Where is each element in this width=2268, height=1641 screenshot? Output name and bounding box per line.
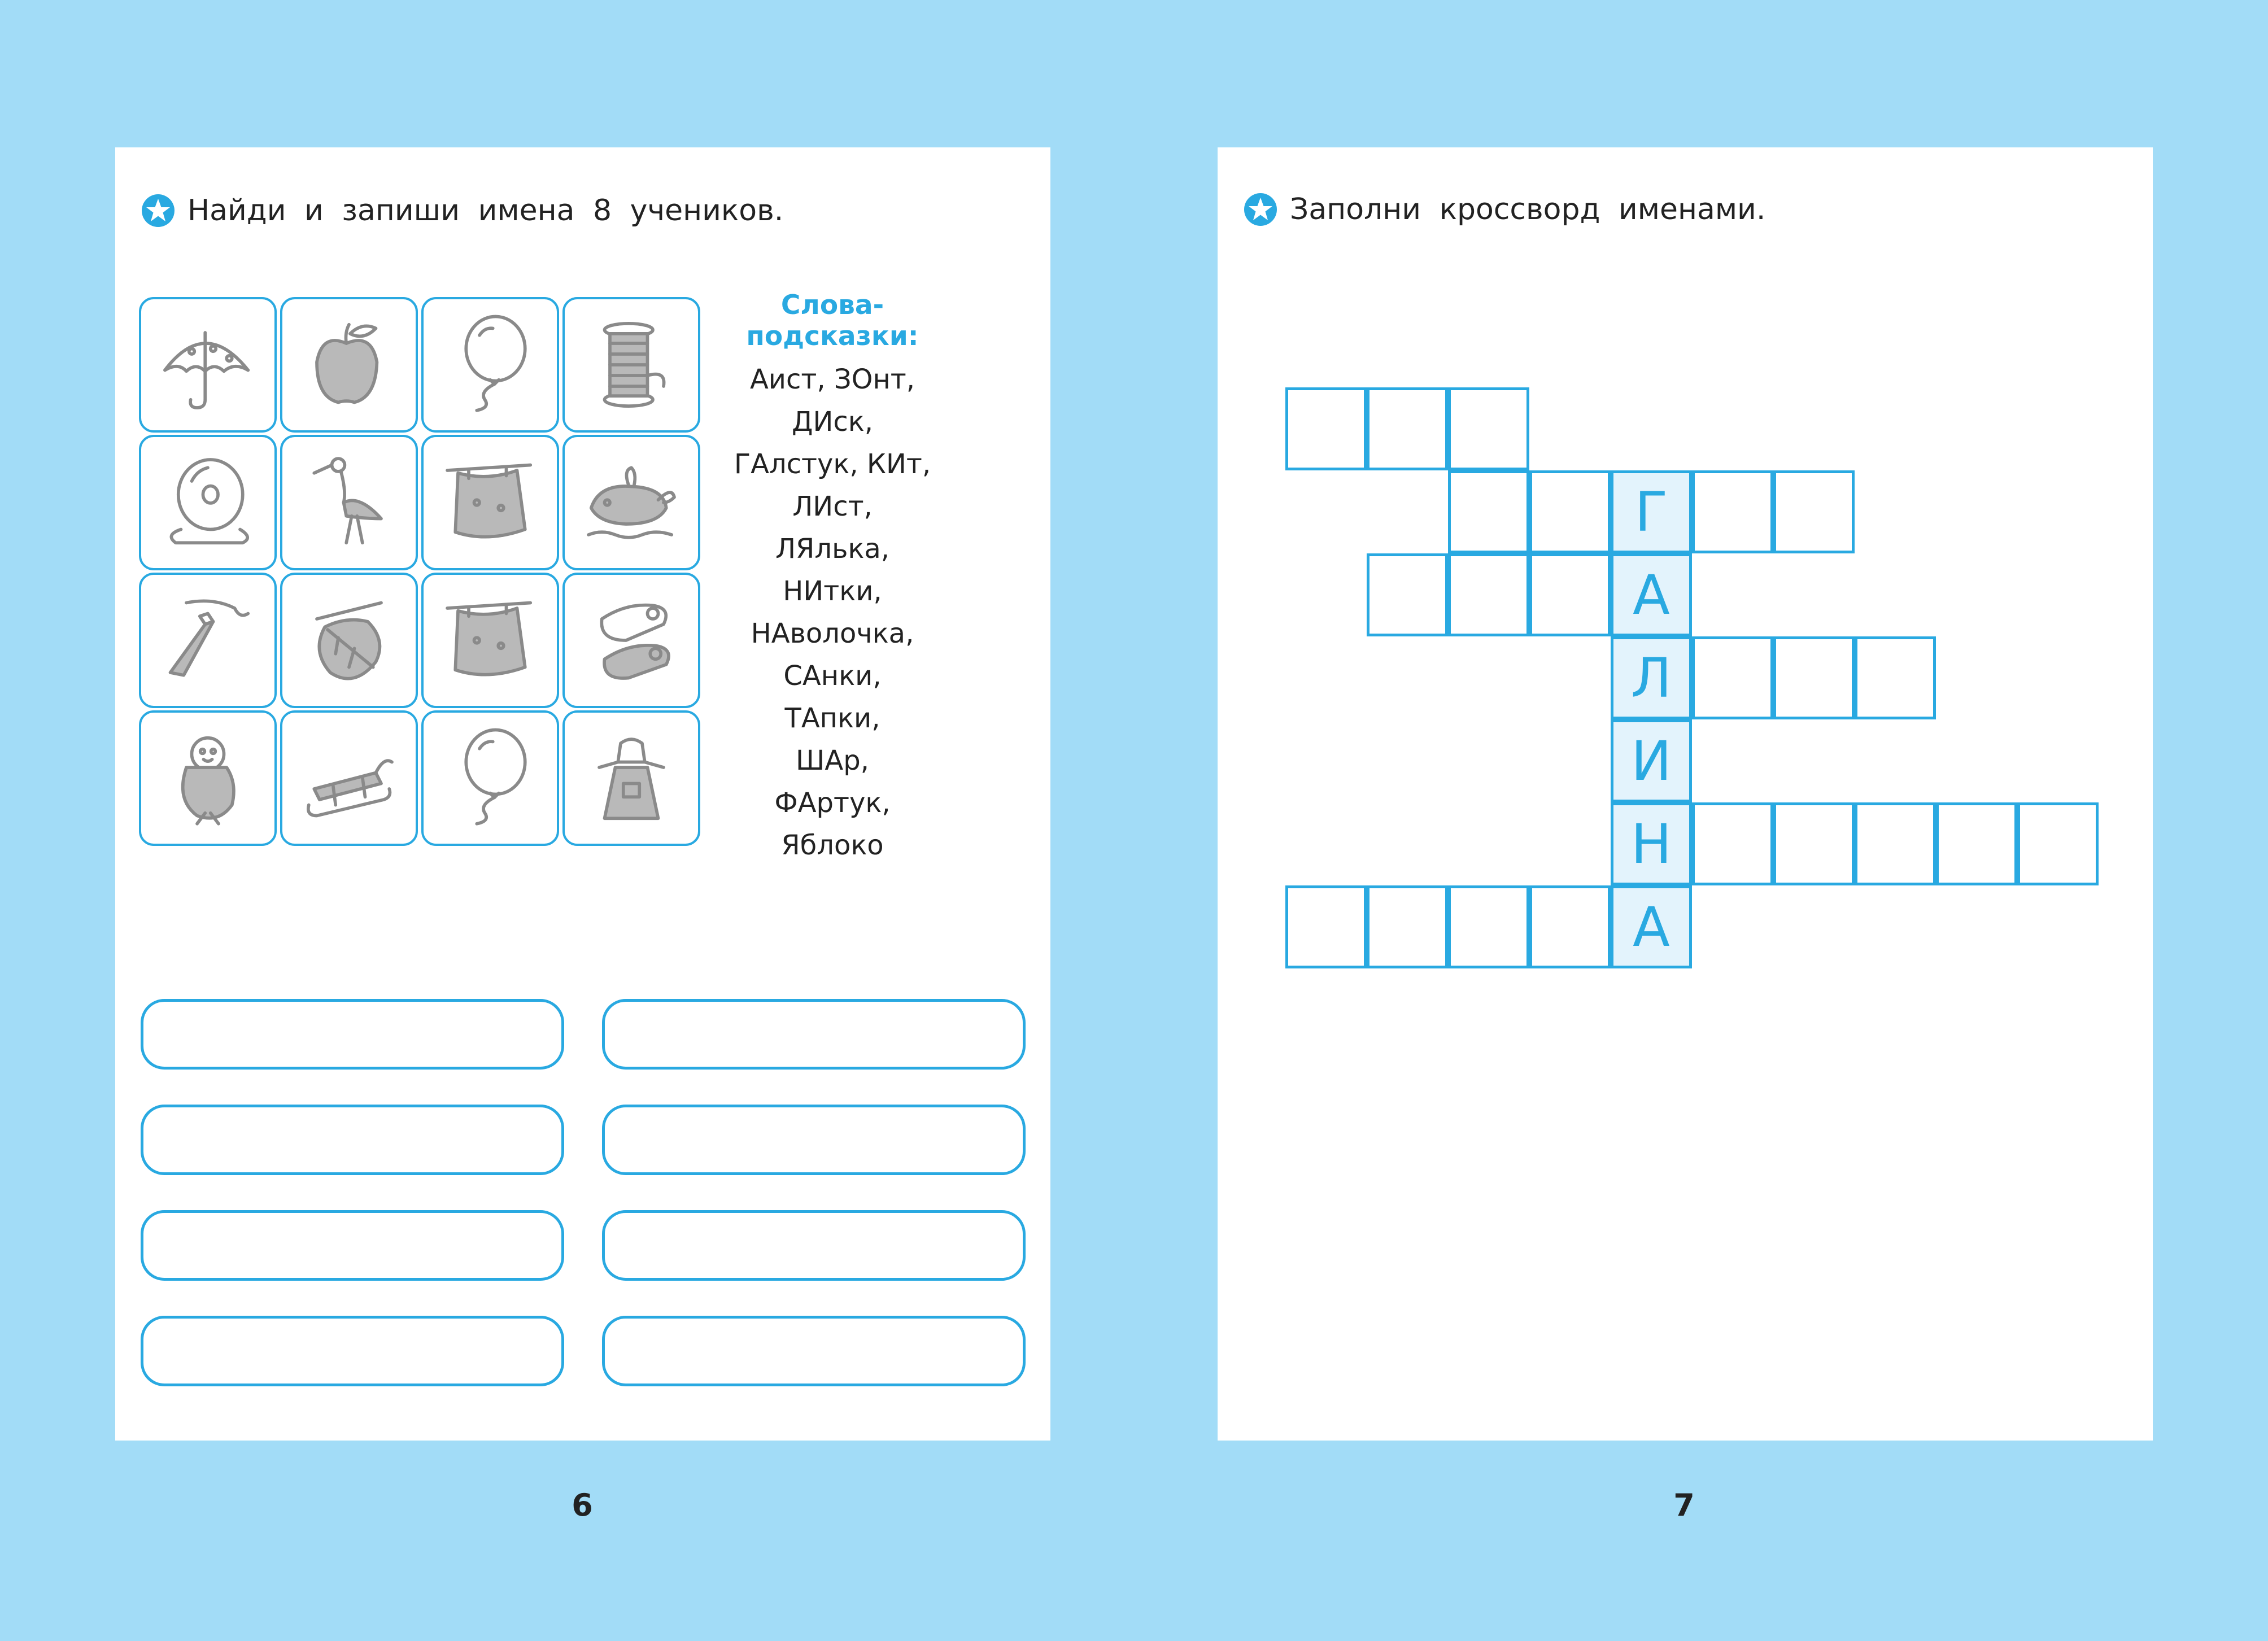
hint-line: ГАлстук, КИт, xyxy=(734,448,931,480)
hint-line: ЛЯлька, xyxy=(775,533,890,565)
picture-cell xyxy=(421,573,559,708)
crossword-cell[interactable] xyxy=(1448,553,1529,636)
picture-cell xyxy=(280,297,418,433)
crossword-cell[interactable] xyxy=(1448,470,1529,553)
thread-spool-icon xyxy=(578,311,685,418)
crossword-cell[interactable] xyxy=(1529,553,1611,636)
picture-cell xyxy=(139,573,277,708)
left-page xyxy=(115,147,1050,1441)
picture-cell xyxy=(280,435,418,570)
hint-line: Аист, ЗОнт, xyxy=(749,364,915,395)
crossword-cell[interactable] xyxy=(1773,802,1855,885)
task-text: Заполни кроссворд именами. xyxy=(1290,193,1766,226)
whale-icon xyxy=(578,449,685,556)
crossword-cell[interactable] xyxy=(1529,885,1611,968)
picture-cell xyxy=(280,573,418,708)
crossword-key-cell[interactable]: А xyxy=(1611,553,1692,636)
crossword-cell[interactable] xyxy=(1936,802,2017,885)
crossword-key-cell[interactable]: Н xyxy=(1611,802,1692,885)
hints-title: Слова-подсказки: xyxy=(746,290,919,352)
picture-grid xyxy=(139,297,700,846)
crossword-cell[interactable] xyxy=(1448,885,1529,968)
disc-icon xyxy=(154,449,261,556)
answer-box[interactable] xyxy=(141,1316,564,1386)
picture-cell xyxy=(562,710,700,846)
crossword xyxy=(1218,147,2153,1441)
answer-box[interactable] xyxy=(141,999,564,1070)
balloon-icon xyxy=(437,311,544,418)
crossword-cell[interactable] xyxy=(1367,387,1448,470)
hint-line: ШАр, xyxy=(796,745,869,776)
word-hints xyxy=(714,290,951,867)
picture-cell xyxy=(139,435,277,570)
answer-box[interactable] xyxy=(602,999,1026,1070)
crossword-cell[interactable] xyxy=(1529,470,1611,553)
star-icon xyxy=(141,194,175,228)
right-page xyxy=(1218,147,2153,1441)
page-number: 6 xyxy=(572,1487,593,1523)
crossword-cell[interactable] xyxy=(1285,387,1367,470)
hint-line: САнки, xyxy=(783,660,882,692)
hint-line: Яблоко xyxy=(781,830,884,861)
crossword-key-cell[interactable]: А xyxy=(1611,885,1692,968)
hint-line: НАволочка, xyxy=(751,618,914,649)
stork-icon xyxy=(295,449,403,556)
crossword-cell[interactable] xyxy=(1448,387,1529,470)
picture-cell xyxy=(562,573,700,708)
answer-box[interactable] xyxy=(141,1105,564,1175)
apple-icon xyxy=(295,311,403,418)
leaf-icon xyxy=(295,587,403,694)
picture-cell xyxy=(139,297,277,433)
picture-cell xyxy=(421,435,559,570)
crossword-cell[interactable] xyxy=(1773,470,1855,553)
picture-cell xyxy=(562,297,700,433)
pillowcase-icon xyxy=(437,449,544,556)
apron-icon xyxy=(578,725,685,832)
sled-icon xyxy=(295,725,403,832)
pillowcase-icon xyxy=(437,587,544,694)
slippers-icon xyxy=(578,587,685,694)
hint-line: НИтки, xyxy=(783,575,882,607)
hint-line: ФАртук, xyxy=(774,787,891,819)
umbrella-icon xyxy=(154,311,261,418)
hint-line: ЛИст, xyxy=(792,491,873,522)
task-text: Найди и запиши имена 8 учеников. xyxy=(187,194,784,228)
answer-box[interactable] xyxy=(602,1316,1026,1386)
crossword-key-cell[interactable]: Л xyxy=(1611,636,1692,719)
answer-box[interactable] xyxy=(141,1210,564,1281)
picture-cell xyxy=(421,710,559,846)
answer-box[interactable] xyxy=(602,1210,1026,1281)
necktie-icon xyxy=(154,587,261,694)
picture-cell xyxy=(562,435,700,570)
picture-cell xyxy=(280,710,418,846)
crossword-cell[interactable] xyxy=(1367,885,1448,968)
crossword-cell[interactable] xyxy=(1855,802,1936,885)
crossword-cell[interactable] xyxy=(2017,802,2099,885)
crossword-cell[interactable] xyxy=(1285,885,1367,968)
crossword-cell[interactable] xyxy=(1692,470,1773,553)
hint-line: ТАпки, xyxy=(784,702,880,734)
baby-doll-icon xyxy=(154,725,261,832)
balloon-icon xyxy=(437,725,544,832)
crossword-cell[interactable] xyxy=(1773,636,1855,719)
hint-line: ДИск, xyxy=(791,406,874,438)
picture-cell xyxy=(421,297,559,433)
crossword-cell[interactable] xyxy=(1692,636,1773,719)
page-number: 7 xyxy=(1673,1487,1695,1523)
answer-box[interactable] xyxy=(602,1105,1026,1175)
crossword-cell[interactable] xyxy=(1692,802,1773,885)
crossword-cell[interactable] xyxy=(1367,553,1448,636)
crossword-key-cell[interactable]: Г xyxy=(1611,470,1692,553)
crossword-cell[interactable] xyxy=(1855,636,1936,719)
crossword-key-cell[interactable]: И xyxy=(1611,719,1692,802)
picture-cell xyxy=(139,710,277,846)
task-instruction xyxy=(141,194,783,228)
